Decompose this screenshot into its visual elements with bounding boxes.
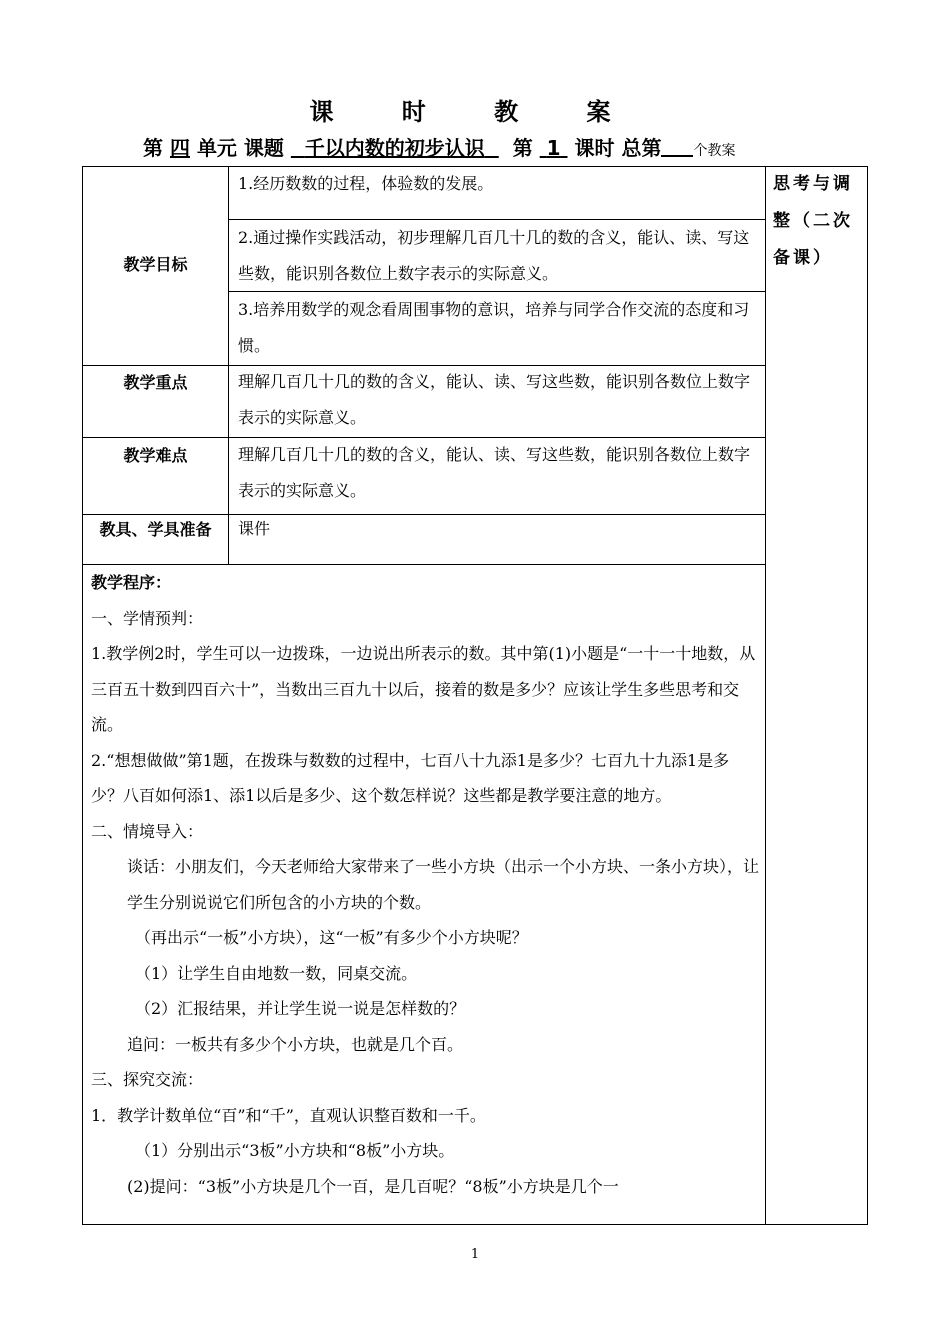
procedure-line: 2.“想想做做”第1题，在拨珠与数数的过程中，七百八十九添1是多少？七百九十九添1是多少？八百如何添1、添1以后是多少、这个数怎样说？这些都是教学要注意的地方。 — [91, 750, 730, 805]
procedure-line: 1.教学例2时，学生可以一边拨珠，一边说出所表示的数。其中第(1)小题是“一十一十地数，从三百五十数到四百六十”，当数出三百九十以后，接着的数是多少？应该让学生多些思考和交流。 — [91, 644, 756, 734]
side-column-label: 思考与调整（二次备课） — [773, 174, 853, 268]
page-title: 课 时 教 案 — [309, 98, 641, 126]
table-border-right — [867, 166, 868, 1225]
tools-text: 课件 — [238, 519, 271, 538]
lesson-prefix: 第 — [512, 136, 533, 160]
unit-suffix: 单元 课题 — [196, 136, 284, 160]
lesson-topic: 千以内数的初步认识 — [304, 136, 485, 160]
plan-suffix: 个教案 — [693, 143, 736, 159]
procedure-line: （1）分别出示“3板”小方块和“8板”小方块。 — [135, 1141, 455, 1160]
procedure-section — [91, 565, 761, 1204]
objectives-label: 教学目标 — [123, 255, 188, 274]
total-blank — [661, 137, 693, 157]
procedure-line: （1）让学生自由地数一数，同桌交流。 — [135, 963, 418, 983]
procedure-line: （再出示“一板”小方块），这“一板”有多少个小方块呢？ — [135, 928, 528, 947]
procedure-heading: 教学程序： — [91, 573, 172, 592]
procedure-line: 一、学情预判： — [91, 608, 204, 628]
objective-item: 2.通过操作实践活动，初步理解几百几十几的数的含义，能认、读、写这些数，能识别各数位上数字表示的实际意义。 — [238, 228, 750, 283]
procedure-line: 追问：一板共有多少个小方块，也就是几个百。 — [127, 1034, 464, 1054]
key-points-text: 理解几百几十几的数的含义，能认、读、写这些数，能识别各数位上数字表示的实际意义。 — [238, 372, 751, 427]
procedure-line: 三、探究交流： — [91, 1070, 204, 1089]
procedure-line: 谈话：小朋友们，今天老师给大家带来了一些小方块（出示一个小方块、一条小方块），让学生分别说说它们所包含的小方块的个数。 — [127, 857, 760, 912]
procedure-line: 二、情境导入： — [91, 821, 204, 841]
difficulties-text: 理解几百几十几的数的含义，能认、读、写这些数，能识别各数位上数字表示的实际意义。 — [238, 445, 751, 500]
unit-number: 四 — [169, 136, 190, 160]
procedure-line: 1．教学计数单位“百”和“千”，直观认识整百数和一千。 — [91, 1105, 486, 1125]
lesson-header — [143, 132, 735, 161]
objective-item: 3.培养用数学的观念看周围事物的意识，培养与同学合作交流的态度和习惯。 — [238, 300, 750, 355]
lesson-number: 1 — [546, 136, 561, 160]
objective-item: 1.经历数数的过程，体验数的发展。 — [238, 174, 494, 193]
difficulties-label: 教学难点 — [123, 446, 188, 465]
table-border-left — [82, 166, 83, 1225]
procedure-line: (2)提问：“3板”小方块是几个一百，是几百呢？“8板”小方块是几个一 — [127, 1176, 619, 1196]
side-column-divider — [765, 166, 766, 1225]
procedure-line: （2）汇报结果，并让学生说一说是怎样数的？ — [135, 999, 466, 1018]
page-number: 1 — [470, 1247, 480, 1262]
unit-prefix: 第 — [143, 136, 163, 160]
table-border-bottom — [82, 1224, 868, 1225]
tools-label: 教具、学具准备 — [99, 520, 212, 539]
key-points-label: 教学重点 — [123, 373, 188, 392]
lesson-suffix: 课时 总第 — [574, 136, 662, 160]
